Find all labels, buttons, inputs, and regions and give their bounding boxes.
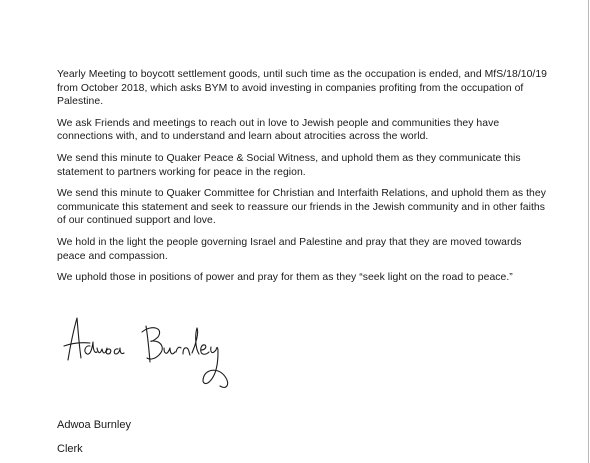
signer-role: Clerk — [57, 443, 83, 455]
paragraph-uphold-power: We uphold those in positions of power and pray for them as they “seek light on the road to peace.” — [57, 272, 513, 284]
paragraph-qpsw: We send this minute to Quaker Peace & Social Witness, and uphold them as they communicate this statement to partners working for peace in the region. — [57, 152, 521, 178]
signer-name: Adwoa Burnley — [57, 419, 131, 431]
paragraph-hold-in-light: We hold in the light the people governing Israel and Palestine and pray that they are moved towards peace and compassion. — [57, 236, 522, 262]
paragraph-boycott: Yearly Meeting to boycott settlement goods, until such time as the occupation is ended, and MfS/18/10/19 from October 2018, which asks BYM to avoid investing in companies profiting from the occupation of Palestine. — [57, 69, 548, 108]
paragraph-reach-out: We ask Friends and meetings to reach out in love to Jewish people and communities they have connections with, and to understand and learn about atrocities across the world. — [57, 117, 500, 143]
handwritten-signature — [60, 312, 250, 390]
document-body — [57, 68, 547, 293]
paragraph-qccir: We send this minute to Quaker Committee for Christian and Interfaith Relations, and uphold them as they communicate this statement and seek to reassure our friends in the Jewish community and in other faiths of our continued support and love. — [57, 188, 546, 227]
